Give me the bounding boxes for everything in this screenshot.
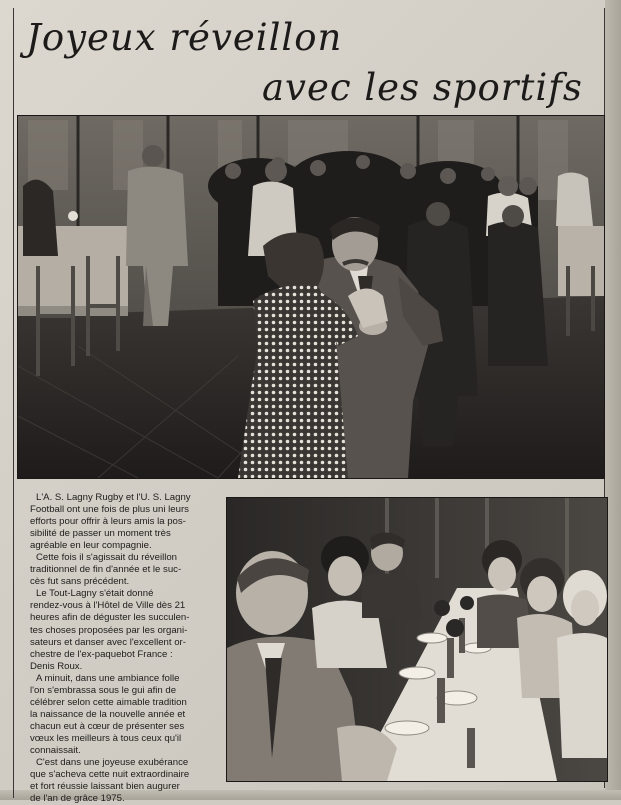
headline-line-1: Joyeux réveillon bbox=[26, 16, 343, 59]
article-line: heures afin de déguster les succulen- bbox=[30, 612, 190, 624]
article-line: vœux les meilleurs à tous ceux qu'il bbox=[30, 732, 182, 744]
article-line: chestre de l'ex-paquebot France : bbox=[30, 648, 173, 660]
article-line: A minuit, dans une ambiance folle bbox=[36, 672, 180, 684]
article-line: agréable en leur compagnie. bbox=[30, 540, 152, 552]
article-line: l'on s'embrassa sous le gui afin de bbox=[30, 684, 177, 696]
headline-line-2: avec les sportifs bbox=[262, 66, 583, 109]
left-border-line bbox=[13, 8, 14, 798]
article-line: C'est dans une joyeuse exubérance bbox=[36, 757, 189, 769]
article-line: Denis Roux. bbox=[30, 660, 83, 672]
article-line: connaissait. bbox=[30, 744, 81, 756]
photo-dancing-couples bbox=[17, 115, 605, 479]
article-line: traditionnel de fin d'année et le suc- bbox=[30, 564, 182, 576]
article-line: que s'acheva cette nuit extraordinaire bbox=[30, 769, 190, 781]
article-line: et fort réussie laissant bien augurer bbox=[30, 781, 180, 793]
photo-banquet-table bbox=[226, 497, 608, 782]
dancing-photo-graphic bbox=[18, 116, 604, 478]
article-line: cès fut sans précédent. bbox=[30, 576, 130, 588]
article-line: la naissance de la nouvelle année et bbox=[30, 708, 186, 720]
article-line: sibilité de passer un moment très bbox=[30, 528, 171, 540]
article-line: Le Tout-Lagny s'était donné bbox=[36, 588, 154, 600]
banquet-photo-graphic bbox=[227, 498, 607, 781]
article-line: rendez-vous à l'Hôtel de Ville dès 21 bbox=[30, 600, 186, 612]
article-line: chacun eut à cœur de présenter ses bbox=[30, 720, 185, 732]
article-line: L'A. S. Lagny Rugby et l'U. S. Lagny bbox=[36, 492, 191, 503]
article-line: efforts pour offrir à leurs amis la pos- bbox=[30, 516, 186, 528]
article-line: célébrer selon cette aimable tradition bbox=[30, 696, 187, 708]
article-line: Cette fois il s'agissait du réveillon bbox=[36, 552, 178, 564]
article-line: tes choses proposées par les organi- bbox=[30, 624, 188, 636]
article-line: sateurs et danser avec l'excellent or- bbox=[30, 636, 186, 648]
article-line: Football ont une fois de plus uni leurs bbox=[30, 504, 189, 516]
article-body bbox=[30, 492, 218, 805]
article-line: de l'an de grâce 1975. bbox=[30, 793, 125, 805]
